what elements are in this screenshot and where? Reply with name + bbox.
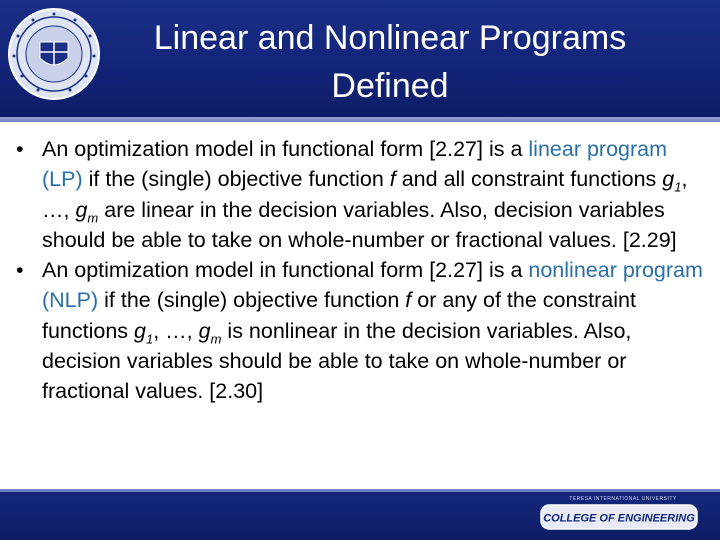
footer-university-text: TERESA INTERNATIONAL UNIVERSITY (569, 496, 677, 502)
title-line-2: Defined (331, 67, 449, 105)
slide-body (16, 134, 706, 407)
term-linear-program: linear program (LP) (42, 137, 668, 192)
math-g: g (134, 318, 146, 343)
bullet-text-segment: is nonlinear in the decision variables. Also, decision variables should be able to take on whole-number or fractional values. [2.30] (42, 318, 632, 404)
bullet-text-segment: An optimization model in functional form [2.27] is a (42, 258, 529, 283)
math-f: f (389, 167, 396, 192)
bullet-item (16, 134, 706, 255)
term-nonlinear-program: nonlinear program (NLP) (42, 258, 703, 313)
bullet-marker: • (16, 258, 24, 283)
bullet-text-segment: if the (single) objective function (82, 167, 390, 192)
bullet-text-segment: An optimization model in functional form [2.27] is a (42, 137, 529, 161)
bullet-text-segment: are linear in the decision variables. Also, decision variables should be able to take on whole-number or fractional values. [2.29] (42, 197, 677, 252)
math-subscript: m (87, 209, 99, 225)
university-seal-icon (6, 6, 102, 102)
bullet-item (16, 255, 706, 406)
math-subscript: 1 (146, 331, 154, 347)
bullet-text (42, 134, 706, 255)
bullet-text-segment: or any of the constraint functions (42, 288, 636, 343)
bullet-text-segment: and all constraint functions (395, 167, 663, 192)
math-g: g (662, 167, 675, 192)
math-subscript: m (210, 331, 222, 347)
math-ellipsis: , …, (153, 318, 199, 343)
math-g: g (75, 197, 88, 222)
title-line-1: Linear and Nonlinear Programs (153, 19, 627, 57)
bullet-marker: • (16, 137, 24, 161)
footer-divider (0, 489, 720, 492)
bullet-text (42, 255, 706, 406)
math-ellipsis: , …, (42, 167, 688, 222)
footer-badge-label: COLLEGE OF ENGINEERING (543, 512, 695, 525)
title-divider (0, 117, 720, 122)
slide-title (100, 14, 680, 110)
bullet-text-segment: if the (single) objective function (98, 288, 406, 313)
math-subscript: 1 (674, 179, 682, 195)
math-g: g (198, 318, 211, 343)
college-of-engineering-logo (540, 504, 698, 530)
math-f: f (405, 288, 412, 313)
